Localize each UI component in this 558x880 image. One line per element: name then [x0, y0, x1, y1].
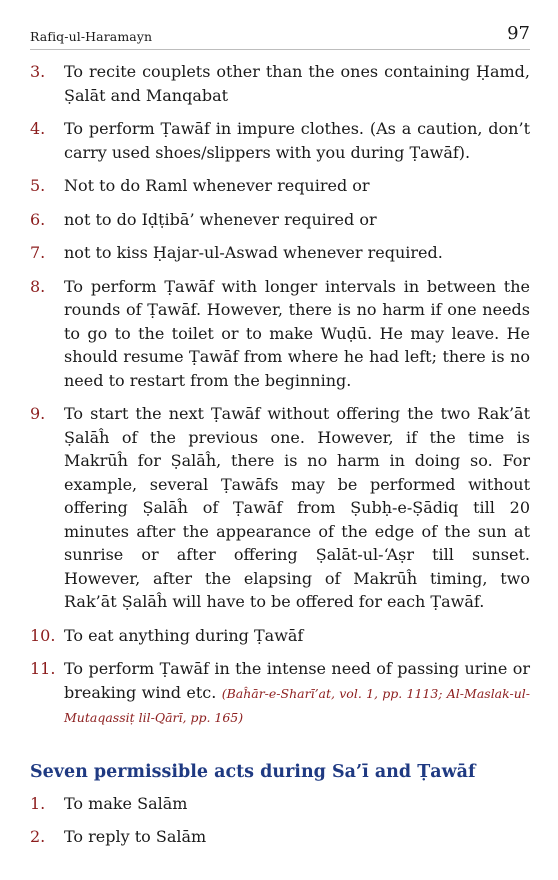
page-content	[30, 60, 530, 859]
list-item-text: To make Salām	[64, 793, 188, 813]
list-item	[30, 402, 530, 614]
list-item-text: Not to do Raml whenever required or	[64, 176, 370, 195]
list-item-number: 2.	[30, 827, 46, 846]
list-item-text: not to kiss Ḥajar-ul-Aswad whenever required.	[64, 243, 443, 262]
list-item-number: 7.	[30, 243, 46, 262]
section-heading: Seven permissible acts during Sa’ī and Ṭawāf	[30, 761, 476, 782]
list-item	[30, 792, 530, 816]
list-item-number: 8.	[30, 276, 46, 296]
list-item-number: 1.	[30, 793, 46, 813]
list-item-body: To perform Ṭawāf in the intense need of passing urine or breaking wind etc.	[64, 659, 530, 702]
list-item	[30, 275, 530, 393]
list-item-number: 10.	[30, 625, 56, 645]
list-item-number: 4.	[30, 119, 46, 138]
list-item-number: 6.	[30, 209, 46, 229]
list-item-number: 3.	[30, 62, 46, 81]
list-item	[30, 657, 530, 730]
list-item-number: 11.	[30, 659, 56, 678]
list-item	[30, 241, 530, 265]
list-item	[30, 825, 530, 849]
citation: (Baĥār-e-Sharī’at, vol. 1, pp. 1113; Al-Maslak-ul-Mutaqassiṭ lil-Qārī, pp. 165)	[64, 685, 530, 725]
list-item	[30, 624, 530, 648]
list-item-text: not to do Iḍṭibā’ whenever required or	[64, 209, 377, 229]
list-item-text: To reply to Salām	[64, 827, 207, 846]
list-item	[30, 60, 530, 107]
list-item-number: 9.	[30, 404, 46, 423]
list-item	[30, 174, 530, 198]
list-item-text: To eat anything during Ṭawāf	[64, 625, 304, 645]
list-item	[30, 208, 530, 232]
list-item-text: To perform Ṭawāf with longer intervals in between the rounds of Ṭawāf. However, there is no harm if one needs to go to the toilet or to make Wuḍū. He may leave. He should resume Ṭawāf from where he had left; there is no need to restart from the beginning.	[64, 276, 530, 390]
page-number: 97	[507, 23, 530, 44]
list-item-text: To recite couplets other than the ones containing Ḥamd, Ṣalāt and Manqabat	[64, 62, 530, 105]
list-item-text: To start the next Ṭawāf without offering the two Rak’āt Ṣalāĥ of the previous one. However, if the time is Makrūĥ for Ṣalāĥ, there is no harm in doing so. For example, several Ṭawāfs may be performed without offering Ṣalāĥ of Ṭawāf from Ṣubḥ-e-Ṣādiq till 20 minutes after the appearance of the edge of the sun at sunrise or after offering Ṣalāt-ul-‘Aṣr till sunset. However, after the elapsing of Makrūĥ timing, two Rak’āt Ṣalāĥ will have to be offered for each Ṭawāf.	[64, 404, 530, 611]
list-item-number: 5.	[30, 176, 46, 195]
list-item-text: To perform Ṭawāf in impure clothes. (As a caution, don’t carry used shoes/slippers with you during Ṭawāf).	[64, 119, 530, 162]
list-item-text	[64, 657, 530, 730]
running-title: Rafiq-ul-Haramayn	[30, 29, 153, 44]
page-header	[30, 0, 530, 50]
list-item	[30, 117, 530, 164]
